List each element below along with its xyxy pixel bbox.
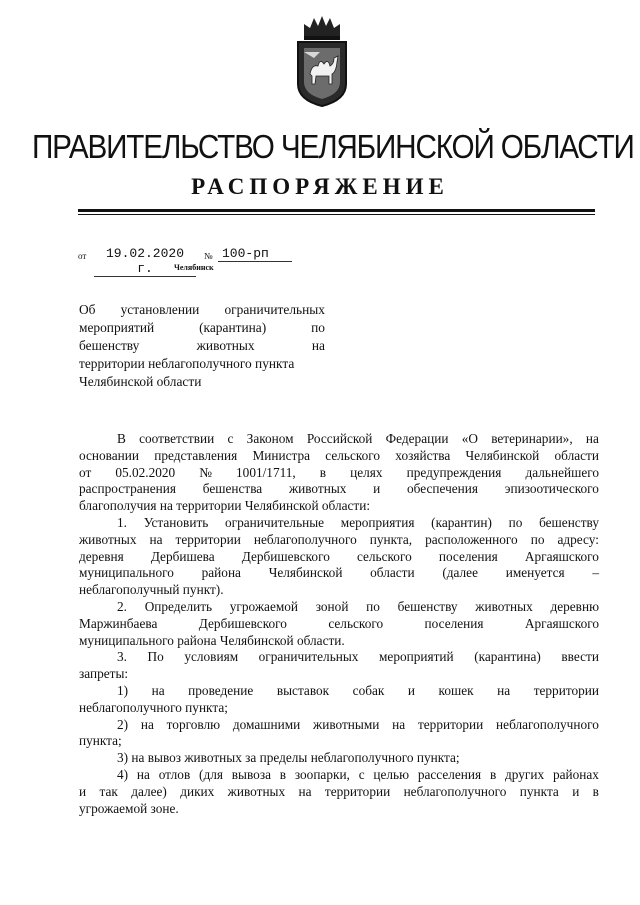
body-word: области [554, 447, 599, 463]
body-word: в [319, 464, 327, 480]
body-line [79, 633, 599, 650]
body-line [79, 717, 599, 734]
subject-word: Об [79, 302, 96, 317]
subject-word: территории неблагополучного пункта [79, 356, 295, 371]
body-word: на [149, 531, 163, 547]
body-word: 4) [117, 766, 129, 782]
government-title: ПРАВИТЕЛЬСТВО ЧЕЛЯБИНСКОЙ ОБЛАСТИ [32, 128, 634, 165]
body-word: деревня [79, 548, 124, 564]
body-word: «О [461, 431, 478, 446]
body-word: именуется [505, 565, 565, 581]
body-word: зоной [315, 598, 349, 614]
body-word: в [489, 766, 497, 782]
body-word: на [585, 431, 599, 446]
body-word: муниципального [79, 565, 174, 581]
body-word: в [279, 766, 287, 782]
body-word: неблагополучного пункта; [79, 699, 228, 715]
subject-word: мероприятий [79, 320, 155, 335]
subject-word: ограничительных [224, 302, 325, 317]
body-word: – [592, 565, 599, 581]
body-word: так [99, 783, 118, 799]
body-word: отлов [158, 766, 191, 782]
body-word: благополучия на территории Челябинской области: [79, 498, 371, 514]
body-word: по [508, 514, 523, 530]
body-word: на [140, 716, 154, 732]
body-line [79, 784, 599, 801]
body-word: 3) на вывоз животных за пределы неблагополучного пункта; [117, 750, 460, 766]
body-word: № [199, 464, 212, 480]
body-word: животных [475, 598, 533, 614]
body-word: условиям [184, 649, 239, 665]
body-word: 2. [117, 598, 127, 614]
body-word: собак [352, 682, 385, 698]
body-word: бешенству [397, 598, 458, 614]
body-word: 1. [117, 514, 127, 530]
body-word: (карантина) [474, 649, 541, 665]
body-word: животных [227, 783, 286, 799]
body-word: области [370, 565, 415, 581]
body-word: на [151, 682, 165, 698]
body-line [79, 666, 599, 683]
body-word: В [117, 431, 126, 446]
body-line [79, 465, 599, 482]
body-word: домашними [232, 716, 301, 732]
document-body [79, 431, 599, 817]
body-word: эпизоотического [504, 481, 599, 497]
body-word: далее) [131, 783, 167, 799]
body-word: По [147, 649, 164, 665]
subject-word: бешенству [79, 338, 140, 353]
body-word: и [373, 481, 381, 497]
body-word: Челябинской [465, 447, 540, 463]
subject-line [79, 337, 325, 355]
body-word: ограничительные [225, 514, 325, 530]
body-word: от [79, 464, 92, 480]
body-word: муниципального района Челябинской области. [79, 632, 345, 648]
body-word: Маржинбаева [79, 615, 158, 631]
body-word: угрожаемой [229, 598, 299, 614]
body-word: пункта [519, 783, 559, 799]
body-line [79, 733, 599, 750]
body-word: на [392, 716, 406, 732]
body-word: мероприятий [379, 649, 454, 665]
body-word: сельского [325, 447, 381, 463]
body-line [79, 565, 599, 582]
body-word: неблагополучного [496, 716, 599, 732]
body-word: на [298, 783, 312, 799]
body-word: предупреждения [406, 464, 502, 480]
body-word: других [505, 766, 545, 782]
body-word: обеспечения [407, 481, 479, 497]
body-line [79, 700, 599, 717]
body-word: поселения [438, 548, 498, 564]
body-word: животных [288, 481, 347, 497]
body-word: неблагополучного [253, 531, 357, 547]
subject-word: животных [196, 338, 255, 353]
body-line [79, 801, 599, 818]
body-line [79, 448, 599, 465]
body-word: (далее [442, 565, 478, 581]
document-kind: РАСПОРЯЖЕНИЕ [191, 174, 449, 199]
body-line [79, 481, 599, 498]
body-word: торговлю [166, 716, 221, 732]
body-word: Законом [246, 431, 294, 446]
subject-word: на [311, 338, 325, 353]
body-word: сельского [356, 548, 412, 564]
body-line [79, 431, 599, 448]
body-word: целях [350, 464, 383, 480]
body-word: хозяйства [395, 447, 451, 463]
body-word: на [497, 682, 511, 698]
body-word: районах [552, 766, 599, 782]
body-word: на [136, 766, 150, 782]
body-word: района [201, 565, 241, 581]
body-word: (карантин) [431, 514, 492, 530]
body-word: территории [533, 682, 599, 698]
body-word: пункта; [79, 733, 122, 749]
body-word: (для [199, 766, 223, 782]
body-word: с [227, 431, 234, 446]
body-word: расселения [417, 766, 482, 782]
crown-icon [304, 16, 340, 40]
body-word: Министра [252, 447, 311, 463]
body-word: ветеринарии», [491, 431, 573, 446]
body-word: территории [417, 716, 484, 732]
body-word: по [366, 598, 380, 614]
subject-word: установлении [120, 302, 200, 317]
body-word: поселения [424, 615, 484, 631]
body-word: кошек [438, 682, 474, 698]
body-word: 3. [117, 649, 127, 665]
body-word: Российской [306, 431, 373, 446]
body-word: основании [79, 447, 139, 463]
body-word: бешенству [539, 514, 599, 530]
body-line [79, 532, 599, 549]
date-label: от [78, 251, 87, 261]
body-line [79, 582, 599, 599]
body-line [79, 515, 599, 532]
body-line [79, 616, 599, 633]
subject-block [79, 301, 325, 391]
body-word: соответствии [139, 431, 215, 446]
issue-date: 19.02.2020 г. [94, 246, 196, 277]
body-word: территории [175, 531, 241, 547]
body-word: Аргаяшского [524, 548, 599, 564]
body-word: 1001/1711, [236, 464, 296, 480]
body-word: зоопарки, [294, 766, 350, 782]
body-word: Дербишевского [198, 615, 287, 631]
body-line [79, 498, 599, 515]
body-word: Федерации [385, 431, 449, 446]
number-label: № [204, 251, 213, 261]
body-word: 05.02.2020 [115, 464, 176, 480]
body-word: территории [324, 783, 391, 799]
body-word: неблагополучный пункт). [79, 582, 224, 598]
body-word: с [358, 766, 365, 782]
body-word: неблагополучного [403, 783, 507, 799]
subject-line [79, 373, 325, 391]
body-word: и [79, 783, 87, 799]
subject-line [79, 319, 325, 337]
body-word: запреты: [79, 666, 129, 682]
issue-number: 100-рп [218, 246, 292, 262]
body-word: угрожаемой зоне. [79, 800, 179, 816]
body-word: животными [313, 716, 380, 732]
body-word: в [592, 783, 599, 799]
body-line [79, 767, 599, 784]
body-word: Определить [144, 598, 213, 614]
body-word: и [407, 682, 416, 698]
body-word: Дербишева [150, 548, 215, 564]
body-word: Установить [143, 514, 209, 530]
body-word: Дербишевского [241, 548, 330, 564]
body-line [79, 683, 599, 700]
body-word: 2) [117, 716, 129, 732]
header-rule-thin [78, 214, 595, 215]
subject-line [79, 355, 325, 373]
body-line [79, 599, 599, 616]
body-word: бешенства [202, 481, 263, 497]
body-word: представления [154, 447, 238, 463]
body-word: диких [180, 783, 215, 799]
header-rule-thick [78, 209, 595, 212]
body-word: сельского [328, 615, 384, 631]
body-word: 1) [117, 682, 129, 698]
body-word: Аргаяшского [524, 615, 599, 631]
body-word: целью [373, 766, 410, 782]
body-word: по [530, 531, 545, 547]
body-word: и [572, 783, 580, 799]
body-word: деревню [550, 598, 599, 614]
body-word: дальнейшего [525, 464, 599, 480]
subject-word: (карантина) [199, 320, 267, 335]
body-word: вывоза [231, 766, 271, 782]
body-word: адресу: [557, 531, 599, 547]
body-word: мероприятия [340, 514, 415, 530]
body-word: Челябинской [268, 565, 343, 581]
body-line [79, 649, 599, 666]
body-word: животных [79, 531, 137, 547]
subject-line [79, 301, 325, 319]
body-word: ввести [561, 649, 599, 665]
body-line [79, 750, 599, 767]
body-word: пункта, [369, 531, 413, 547]
body-word: расположенного [425, 531, 518, 547]
issue-city: Челябинск [174, 263, 214, 272]
subject-word: по [311, 320, 325, 335]
body-word: распространения [79, 481, 176, 497]
body-word: проведение [188, 682, 254, 698]
body-word: ограничительных [258, 649, 359, 665]
subject-word: Челябинской области [79, 374, 202, 389]
body-line [79, 549, 599, 566]
body-word: выставок [276, 682, 330, 698]
chelyabinsk-region-coat-of-arms [290, 14, 354, 108]
